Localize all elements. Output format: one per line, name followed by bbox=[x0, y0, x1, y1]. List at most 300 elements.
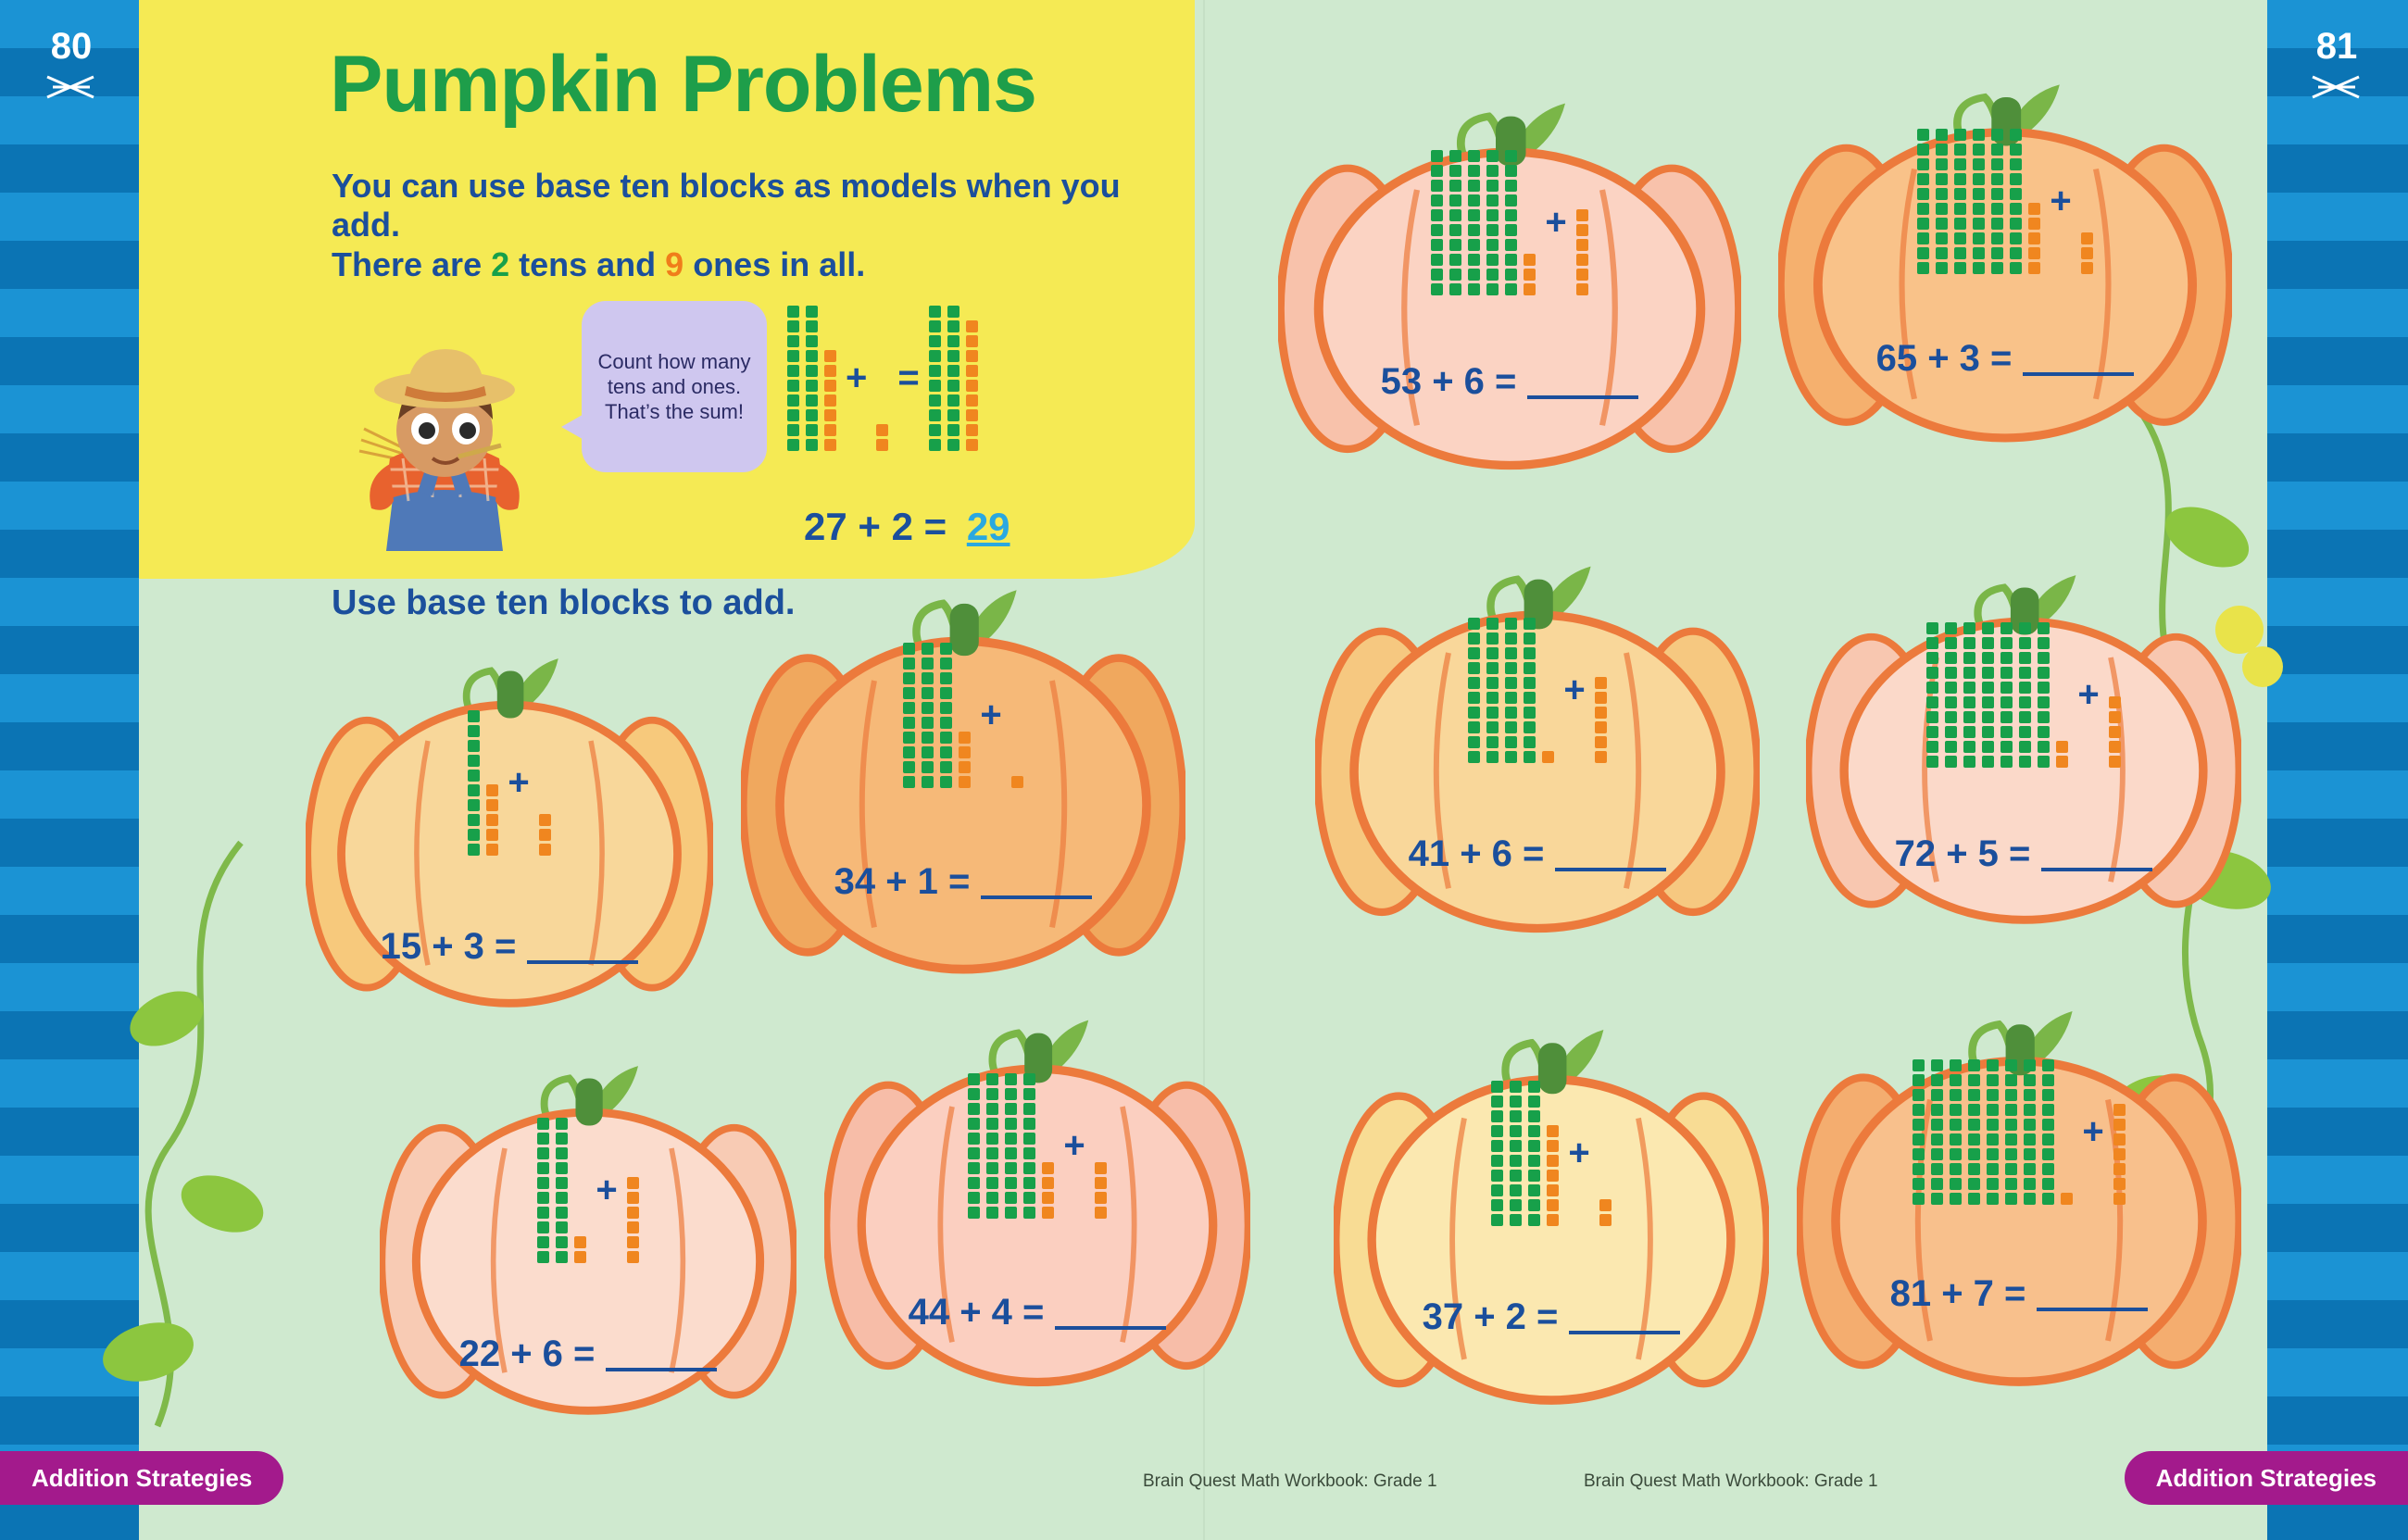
tens-unit bbox=[1950, 1133, 1962, 1146]
tens-unit bbox=[1954, 188, 1966, 200]
tens-unit bbox=[903, 702, 915, 714]
ones-unit bbox=[966, 439, 978, 451]
tens-unit bbox=[1963, 696, 1975, 708]
addend-2-blocks bbox=[2113, 1104, 2126, 1205]
tens-unit bbox=[903, 746, 915, 758]
ones-unit bbox=[1595, 692, 1607, 704]
pumpkin-problem bbox=[1797, 1000, 2241, 1398]
tens-unit bbox=[2005, 1193, 2017, 1205]
ones-unit bbox=[1576, 239, 1588, 251]
tens-unit bbox=[1510, 1214, 1522, 1226]
tens-unit bbox=[468, 829, 480, 841]
ones-unit bbox=[627, 1221, 639, 1233]
tens-unit bbox=[947, 306, 959, 318]
page-number-left bbox=[20, 28, 122, 112]
tens-unit bbox=[903, 776, 915, 788]
tens-rod bbox=[922, 643, 934, 788]
ones-unit bbox=[966, 380, 978, 392]
answer-blank[interactable] bbox=[2041, 868, 2152, 871]
tens-unit bbox=[1945, 756, 1957, 768]
tens-unit bbox=[2038, 696, 2050, 708]
addend-2-blocks bbox=[1095, 1162, 1107, 1219]
tens-unit bbox=[556, 1162, 568, 1174]
tens-unit bbox=[968, 1192, 980, 1204]
tens-unit bbox=[1510, 1110, 1522, 1122]
tens-unit bbox=[468, 784, 480, 796]
ones-unit bbox=[2113, 1133, 2126, 1146]
tens-unit bbox=[1005, 1207, 1017, 1219]
tens-unit bbox=[922, 776, 934, 788]
tens-unit bbox=[806, 394, 818, 407]
tens-unit bbox=[922, 746, 934, 758]
tens-unit bbox=[1987, 1074, 1999, 1086]
tens-unit bbox=[1505, 209, 1517, 221]
ones-units bbox=[1542, 751, 1554, 763]
ones-unit bbox=[1011, 776, 1023, 788]
tens-unit bbox=[556, 1207, 568, 1219]
tens-unit bbox=[806, 335, 818, 347]
footer-tab-right: Addition Strategies bbox=[2125, 1451, 2408, 1505]
ones-units bbox=[1042, 1162, 1054, 1219]
tens-unit bbox=[1449, 194, 1461, 207]
tens-unit bbox=[1528, 1170, 1540, 1182]
tens-unit bbox=[2019, 652, 2031, 664]
tens-unit bbox=[1982, 756, 1994, 768]
tens-unit bbox=[2038, 637, 2050, 649]
ones-unit bbox=[824, 394, 836, 407]
tens-unit bbox=[1486, 632, 1499, 645]
tens-unit bbox=[1917, 262, 1929, 274]
tens-unit bbox=[1491, 1170, 1503, 1182]
tens-unit bbox=[1954, 247, 1966, 259]
addend-1-blocks bbox=[1917, 129, 2040, 274]
tens-rod bbox=[1486, 150, 1499, 295]
tens-unit bbox=[986, 1162, 998, 1174]
tens-unit bbox=[903, 717, 915, 729]
ones-unit bbox=[966, 394, 978, 407]
ones-unit bbox=[1547, 1125, 1559, 1137]
tens-unit bbox=[1954, 129, 1966, 141]
tens-unit bbox=[2000, 756, 2013, 768]
tens-unit bbox=[556, 1147, 568, 1159]
tens-unit bbox=[1486, 254, 1499, 266]
tens-unit bbox=[903, 643, 915, 655]
ones-unit bbox=[1576, 254, 1588, 266]
tens-unit bbox=[537, 1147, 549, 1159]
tens-unit bbox=[1917, 173, 1929, 185]
ones-unit bbox=[1576, 283, 1588, 295]
tens-unit bbox=[1431, 165, 1443, 177]
tens-unit bbox=[2042, 1133, 2054, 1146]
pumpkin-problem bbox=[824, 1009, 1250, 1398]
tens-unit bbox=[1505, 677, 1517, 689]
tens-unit bbox=[1505, 662, 1517, 674]
tens-rod bbox=[1431, 150, 1443, 295]
tens-unit bbox=[1528, 1155, 1540, 1167]
ones-unit bbox=[1042, 1177, 1054, 1189]
ones-units bbox=[1547, 1125, 1559, 1226]
tens-rod bbox=[947, 306, 959, 451]
tens-unit bbox=[1468, 239, 1480, 251]
answer-blank[interactable] bbox=[1555, 868, 1666, 871]
tens-rod bbox=[1917, 129, 1929, 274]
problem-equation bbox=[306, 926, 713, 968]
tens-unit bbox=[1917, 129, 1929, 141]
tens-unit bbox=[1468, 269, 1480, 281]
tens-unit bbox=[2005, 1104, 2017, 1116]
tens-unit bbox=[1528, 1214, 1540, 1226]
plus-sign: + bbox=[2050, 181, 2072, 221]
tens-unit bbox=[1023, 1118, 1035, 1130]
tens-unit bbox=[1468, 165, 1480, 177]
ones-unit bbox=[1524, 254, 1536, 266]
answer-blank[interactable] bbox=[2023, 372, 2134, 376]
tens-unit bbox=[1486, 677, 1499, 689]
tens-unit bbox=[1973, 188, 1985, 200]
ones-unit bbox=[486, 784, 498, 796]
problem-base-ten-blocks bbox=[1917, 129, 2092, 274]
answer-blank[interactable] bbox=[1569, 1331, 1680, 1334]
tens-rod bbox=[1524, 618, 1536, 763]
ones-unit bbox=[959, 761, 971, 773]
ones-units bbox=[959, 732, 971, 788]
ones-unit bbox=[824, 439, 836, 451]
ones-unit bbox=[2028, 247, 2040, 259]
ones-unit bbox=[2081, 232, 2093, 244]
tens-unit bbox=[2000, 726, 2013, 738]
problem-equation-text: 15 + 3 = bbox=[380, 926, 517, 967]
tens-unit bbox=[1449, 239, 1461, 251]
tens-unit bbox=[1936, 144, 1948, 156]
tens-unit bbox=[1486, 239, 1499, 251]
tens-unit bbox=[1931, 1059, 1943, 1071]
tens-unit bbox=[556, 1236, 568, 1248]
problem-equation bbox=[1797, 1273, 2241, 1315]
tens-unit bbox=[1926, 637, 1938, 649]
tens-unit bbox=[947, 335, 959, 347]
tens-rod bbox=[1449, 150, 1461, 295]
ones-unit bbox=[1547, 1155, 1559, 1167]
tens-rod bbox=[1936, 129, 1948, 274]
ones-unit bbox=[1547, 1170, 1559, 1182]
tens-rod bbox=[1491, 1081, 1503, 1226]
problem-base-ten-blocks bbox=[1926, 622, 2120, 768]
tens-rod bbox=[929, 306, 941, 451]
tens-unit bbox=[1524, 677, 1536, 689]
tens-unit bbox=[1431, 254, 1443, 266]
answer-blank[interactable] bbox=[606, 1368, 717, 1371]
tens-unit bbox=[1468, 647, 1480, 659]
tens-unit bbox=[1950, 1148, 1962, 1160]
ones-units bbox=[2081, 232, 2093, 274]
tens-unit bbox=[1963, 726, 1975, 738]
tens-rod bbox=[1945, 622, 1957, 768]
tens-unit bbox=[2019, 741, 2031, 753]
tens-unit bbox=[1950, 1193, 1962, 1205]
ones-unit bbox=[2109, 741, 2121, 753]
sentence-part-1: There are bbox=[332, 245, 492, 283]
ones-unit bbox=[627, 1177, 639, 1189]
ones-unit bbox=[2081, 247, 2093, 259]
ones-unit bbox=[2056, 741, 2068, 753]
tens-unit bbox=[1931, 1133, 1943, 1146]
tens-unit bbox=[1913, 1119, 1925, 1131]
tens-unit bbox=[2038, 711, 2050, 723]
ones-unit bbox=[486, 799, 498, 811]
tens-unit bbox=[1926, 667, 1938, 679]
pencil-icon bbox=[20, 70, 122, 112]
tens-unit bbox=[1449, 165, 1461, 177]
tens-unit bbox=[1486, 692, 1499, 704]
tens-unit bbox=[1945, 682, 1957, 694]
tens-unit bbox=[1431, 269, 1443, 281]
addend-2-blocks bbox=[1595, 677, 1607, 763]
tens-unit bbox=[1023, 1088, 1035, 1100]
ones-unit bbox=[2109, 696, 2121, 708]
answer-blank[interactable] bbox=[1527, 395, 1638, 399]
tens-unit bbox=[940, 687, 952, 699]
tens-unit bbox=[2005, 1148, 2017, 1160]
tens-unit bbox=[2042, 1104, 2054, 1116]
pumpkin-blocks-area bbox=[1806, 565, 2241, 824]
answer-blank[interactable] bbox=[981, 895, 1092, 899]
tens-unit bbox=[1505, 224, 1517, 236]
ones-unit bbox=[824, 424, 836, 436]
tens-unit bbox=[1449, 254, 1461, 266]
tens-unit bbox=[787, 335, 799, 347]
tens-unit bbox=[1931, 1119, 1943, 1131]
tens-unit bbox=[787, 439, 799, 451]
tens-unit bbox=[947, 365, 959, 377]
tens-rod bbox=[468, 710, 480, 856]
page-number-right bbox=[2286, 28, 2388, 112]
ones-unit bbox=[1595, 736, 1607, 748]
ones-unit bbox=[539, 829, 551, 841]
ones-unit bbox=[486, 814, 498, 826]
tens-unit bbox=[468, 799, 480, 811]
ones-unit bbox=[2028, 232, 2040, 244]
ones-unit bbox=[1576, 269, 1588, 281]
tens-unit bbox=[1524, 751, 1536, 763]
speech-bubble: Count how many tens and ones. That’s the sum! bbox=[582, 301, 767, 472]
answer-blank[interactable] bbox=[2037, 1308, 2148, 1311]
tens-unit bbox=[1449, 283, 1461, 295]
example-sum-blocks bbox=[929, 306, 978, 451]
tens-unit bbox=[1023, 1103, 1035, 1115]
tens-unit bbox=[2005, 1178, 2017, 1190]
pumpkin-blocks-area bbox=[1315, 556, 1760, 824]
problem-equation-text: 34 + 1 = bbox=[834, 861, 971, 902]
tens-unit bbox=[1528, 1184, 1540, 1196]
answer-blank[interactable] bbox=[527, 960, 638, 964]
tens-unit bbox=[1973, 247, 1985, 259]
ones-unit bbox=[824, 350, 836, 362]
ones-unit bbox=[2028, 262, 2040, 274]
tens-rod bbox=[1468, 618, 1480, 763]
tens-unit bbox=[1005, 1133, 1017, 1145]
tens-unit bbox=[2038, 741, 2050, 753]
tens-unit bbox=[1991, 247, 2003, 259]
ones-units bbox=[1095, 1162, 1107, 1219]
tens-unit bbox=[1524, 736, 1536, 748]
problem-equation-text: 53 + 6 = bbox=[1380, 361, 1517, 402]
ones-unit bbox=[1595, 707, 1607, 719]
addend-1-blocks bbox=[968, 1073, 1054, 1219]
ones-unit bbox=[966, 424, 978, 436]
problem-equation-text: 72 + 5 = bbox=[1894, 833, 2031, 874]
ones-unit bbox=[1595, 721, 1607, 733]
sentence-tens-count: 2 bbox=[491, 245, 510, 283]
tens-unit bbox=[1023, 1133, 1035, 1145]
tens-unit bbox=[1926, 652, 1938, 664]
tens-unit bbox=[1468, 721, 1480, 733]
tens-unit bbox=[2024, 1148, 2036, 1160]
tens-unit bbox=[1945, 741, 1957, 753]
pumpkin-blocks-area bbox=[1778, 74, 2232, 329]
tens-unit bbox=[1968, 1119, 1980, 1131]
ones-unit bbox=[574, 1251, 586, 1263]
tens-unit bbox=[1505, 721, 1517, 733]
ones-unit bbox=[574, 1236, 586, 1248]
tens-unit bbox=[2042, 1089, 2054, 1101]
pumpkin-problem bbox=[741, 579, 1185, 986]
ones-unit bbox=[824, 365, 836, 377]
tens-unit bbox=[1963, 652, 1975, 664]
answer-blank[interactable] bbox=[1055, 1326, 1166, 1330]
tens-unit bbox=[1913, 1074, 1925, 1086]
addend-2-blocks bbox=[627, 1177, 639, 1263]
tens-unit bbox=[1991, 188, 2003, 200]
example-addend-2-blocks bbox=[876, 424, 888, 451]
tens-unit bbox=[1926, 726, 1938, 738]
plus-sign: + bbox=[980, 695, 1002, 735]
tens-unit bbox=[947, 439, 959, 451]
tens-unit bbox=[1491, 1096, 1503, 1108]
ones-units bbox=[1599, 1199, 1612, 1226]
problem-equation bbox=[741, 861, 1185, 903]
pencil-icon bbox=[2286, 70, 2388, 112]
tens-unit bbox=[947, 409, 959, 421]
tens-unit bbox=[1968, 1193, 1980, 1205]
tens-unit bbox=[2019, 667, 2031, 679]
tens-rod bbox=[1987, 1059, 1999, 1205]
tens-unit bbox=[787, 424, 799, 436]
tens-unit bbox=[1505, 254, 1517, 266]
problem-equation-text: 37 + 2 = bbox=[1422, 1296, 1559, 1337]
tens-unit bbox=[787, 306, 799, 318]
pumpkin-problem bbox=[1315, 556, 1760, 945]
ones-units bbox=[824, 350, 836, 451]
tens-unit bbox=[1505, 647, 1517, 659]
tens-unit bbox=[2000, 622, 2013, 634]
tens-unit bbox=[1963, 756, 1975, 768]
tens-unit bbox=[2010, 144, 2022, 156]
tens-unit bbox=[1528, 1096, 1540, 1108]
tens-unit bbox=[1005, 1088, 1017, 1100]
tens-unit bbox=[968, 1207, 980, 1219]
tens-unit bbox=[1945, 696, 1957, 708]
tens-unit bbox=[1468, 662, 1480, 674]
ones-unit bbox=[1095, 1177, 1107, 1189]
addend-1-blocks bbox=[903, 643, 971, 788]
tens-unit bbox=[1913, 1133, 1925, 1146]
tens-unit bbox=[1505, 707, 1517, 719]
problem-base-ten-blocks bbox=[537, 1118, 638, 1263]
tens-unit bbox=[929, 320, 941, 332]
tens-unit bbox=[947, 394, 959, 407]
tens-unit bbox=[2024, 1089, 2036, 1101]
tens-unit bbox=[1987, 1163, 1999, 1175]
ones-unit bbox=[966, 350, 978, 362]
ones-unit bbox=[966, 320, 978, 332]
problem-equation-text: 44 + 4 = bbox=[908, 1292, 1045, 1333]
plus-sign: + bbox=[2077, 673, 2100, 715]
pumpkin-problem bbox=[1334, 1019, 1769, 1417]
tens-unit bbox=[1982, 696, 1994, 708]
tens-unit bbox=[1486, 283, 1499, 295]
ones-unit bbox=[876, 424, 888, 436]
tens-unit bbox=[787, 320, 799, 332]
tens-unit bbox=[1005, 1162, 1017, 1174]
ones-unit bbox=[2109, 756, 2121, 768]
tens-unit bbox=[1524, 632, 1536, 645]
ones-unit bbox=[2113, 1119, 2126, 1131]
tens-unit bbox=[537, 1118, 549, 1130]
tens-unit bbox=[1510, 1155, 1522, 1167]
tens-unit bbox=[2019, 682, 2031, 694]
ones-unit bbox=[1095, 1162, 1107, 1174]
tens-unit bbox=[537, 1221, 549, 1233]
tens-unit bbox=[1005, 1073, 1017, 1085]
ones-units bbox=[486, 784, 498, 856]
tens-unit bbox=[806, 306, 818, 318]
ones-unit bbox=[966, 365, 978, 377]
tens-rod bbox=[1963, 622, 1975, 768]
tens-unit bbox=[2024, 1193, 2036, 1205]
tens-unit bbox=[1963, 667, 1975, 679]
tens-rod bbox=[1982, 622, 1994, 768]
tens-unit bbox=[2024, 1074, 2036, 1086]
tens-unit bbox=[1913, 1163, 1925, 1175]
tens-unit bbox=[1987, 1119, 1999, 1131]
tens-unit bbox=[986, 1207, 998, 1219]
tens-unit bbox=[1468, 618, 1480, 630]
lesson-header-panel bbox=[139, 0, 1195, 579]
tens-unit bbox=[1982, 726, 1994, 738]
ones-unit bbox=[2109, 726, 2121, 738]
tens-unit bbox=[929, 306, 941, 318]
tens-unit bbox=[806, 424, 818, 436]
tens-unit bbox=[806, 409, 818, 421]
tens-unit bbox=[2010, 262, 2022, 274]
tens-unit bbox=[2024, 1104, 2036, 1116]
tens-unit bbox=[468, 755, 480, 767]
ones-units bbox=[1011, 776, 1023, 788]
pumpkin-blocks-area bbox=[1334, 1019, 1769, 1287]
ones-units bbox=[627, 1177, 639, 1263]
tens-unit bbox=[968, 1088, 980, 1100]
tens-unit bbox=[1931, 1104, 1943, 1116]
tens-unit bbox=[2010, 232, 2022, 244]
tens-unit bbox=[1936, 203, 1948, 215]
tens-unit bbox=[2000, 652, 2013, 664]
tens-unit bbox=[940, 746, 952, 758]
tens-unit bbox=[1449, 180, 1461, 192]
tens-unit bbox=[1491, 1155, 1503, 1167]
page-number-left-value: 80 bbox=[50, 26, 93, 67]
tens-unit bbox=[968, 1147, 980, 1159]
pumpkin-blocks-area bbox=[380, 1056, 796, 1324]
